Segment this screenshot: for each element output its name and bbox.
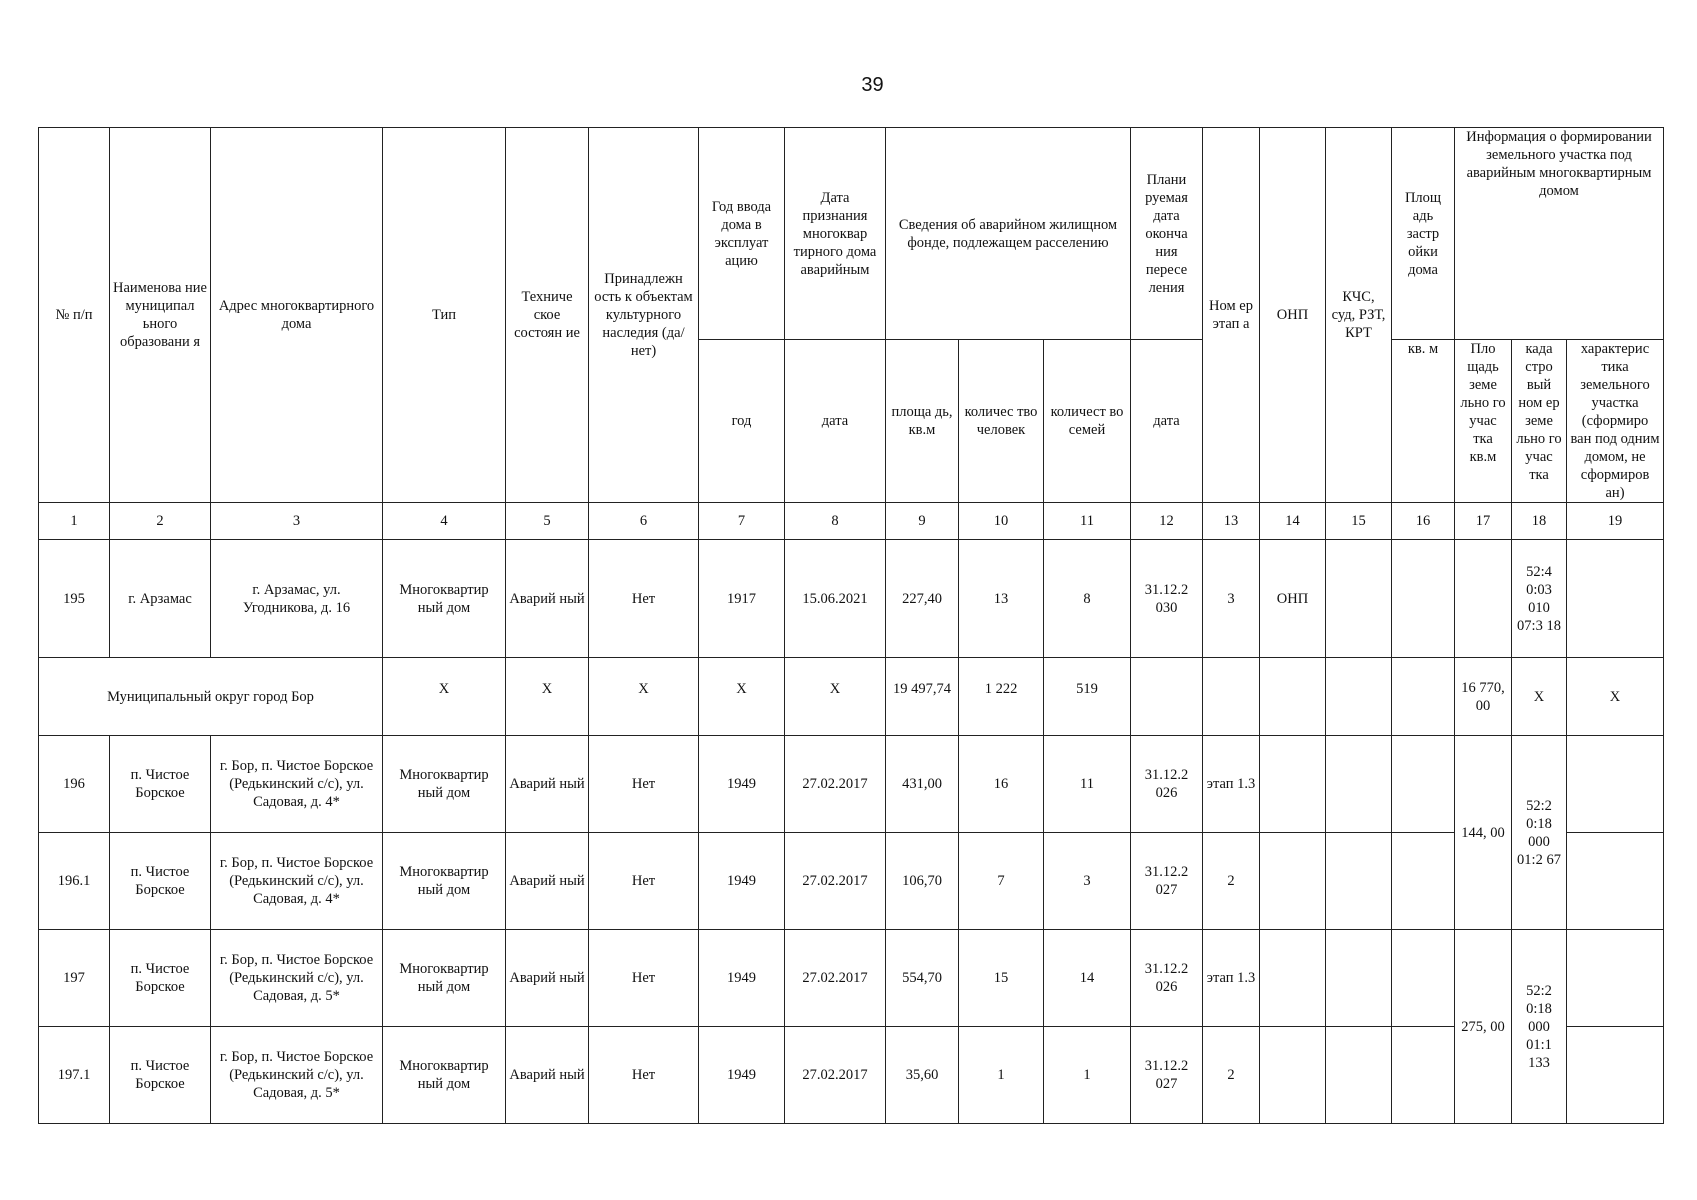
col-number: 2 bbox=[110, 503, 211, 540]
subheader-date: дата bbox=[785, 340, 886, 503]
row-kchs bbox=[1326, 540, 1392, 658]
row-families: 1 bbox=[1044, 1027, 1131, 1124]
row-municipality: п. Чистое Борское bbox=[110, 736, 211, 833]
row-onp: ОНП bbox=[1260, 540, 1326, 658]
row-state: Аварий ный bbox=[506, 540, 589, 658]
row-state: Аварий ный bbox=[506, 736, 589, 833]
col-number: 4 bbox=[383, 503, 506, 540]
header-municipality: Наименова ние муниципал ьного образовани я bbox=[110, 128, 211, 503]
row-stage: 3 bbox=[1203, 540, 1260, 658]
total-area: 19 497,74 bbox=[886, 658, 959, 736]
row-year: 1949 bbox=[699, 930, 785, 1027]
header-address: Адрес многоквартирного дома bbox=[211, 128, 383, 503]
col-number: 13 bbox=[1203, 503, 1260, 540]
subheader-families: количест во семей bbox=[1044, 340, 1131, 503]
table-row bbox=[39, 1027, 1664, 1124]
row-state: Аварий ный bbox=[506, 930, 589, 1027]
row-date: 27.02.2017 bbox=[785, 833, 886, 930]
row-onp bbox=[1260, 736, 1326, 833]
row-municipality: г. Арзамас bbox=[110, 540, 211, 658]
row-stage: этап 1.3 bbox=[1203, 736, 1260, 833]
subheader-plot-area bbox=[1455, 340, 1512, 503]
header-heritage: Принадлежн ость к объектам культурного наследия (да/нет) bbox=[589, 128, 699, 503]
row-onp bbox=[1260, 1027, 1326, 1124]
row-kchs bbox=[1326, 833, 1392, 930]
row-families: 3 bbox=[1044, 833, 1131, 930]
merged-cadastral: 52:2 0:18 000 01:2 67 bbox=[1512, 736, 1567, 930]
row-plot-char bbox=[1567, 736, 1664, 833]
row-area: 554,70 bbox=[886, 930, 959, 1027]
row-plot-char bbox=[1567, 930, 1664, 1027]
row-people: 15 bbox=[959, 930, 1044, 1027]
row-stage: этап 1.3 bbox=[1203, 930, 1260, 1027]
row-heritage: Нет bbox=[589, 540, 699, 658]
col-number: 8 bbox=[785, 503, 886, 540]
header-onp: ОНП bbox=[1260, 128, 1326, 503]
row-plot-char bbox=[1567, 833, 1664, 930]
row-num: 196 bbox=[39, 736, 110, 833]
header-stage: Ном ер этап а bbox=[1203, 128, 1260, 503]
col-number: 5 bbox=[506, 503, 589, 540]
row-heritage: Нет bbox=[589, 833, 699, 930]
row-date: 15.06.2021 bbox=[785, 540, 886, 658]
header-planned-date: Плани руемая дата оконча ния пересе ления bbox=[1131, 128, 1203, 340]
row-municipality: п. Чистое Борское bbox=[110, 1027, 211, 1124]
subheader-plot-area-unit: кв.м bbox=[1469, 449, 1497, 465]
row-families: 14 bbox=[1044, 930, 1131, 1027]
total-x: Х bbox=[383, 658, 506, 736]
row-type: Многоквартир ный дом bbox=[383, 833, 506, 930]
row-area: 227,40 bbox=[886, 540, 959, 658]
row-stage: 2 bbox=[1203, 833, 1260, 930]
row-state: Аварий ный bbox=[506, 833, 589, 930]
subheader-built-area-unit: кв. м bbox=[1392, 340, 1455, 503]
header-cadastral: када стро вый ном ер земе льно го учас тка bbox=[1512, 340, 1567, 503]
row-area: 431,00 bbox=[886, 736, 959, 833]
total-x: Х bbox=[785, 658, 886, 736]
row-municipality: п. Чистое Борское bbox=[110, 930, 211, 1027]
row-built-area bbox=[1392, 930, 1455, 1027]
row-plot-char bbox=[1567, 540, 1664, 658]
row-date: 27.02.2017 bbox=[785, 930, 886, 1027]
total-x: Х bbox=[506, 658, 589, 736]
header-row-1 bbox=[39, 128, 1664, 340]
total-x: Х bbox=[1567, 658, 1664, 736]
row-address: г. Бор, п. Чистое Борское (Редькинский с/с), ул. Садовая, д. 5* bbox=[211, 1027, 383, 1124]
col-number: 6 bbox=[589, 503, 699, 540]
merged-cadastral: 52:2 0:18 000 01:1 133 bbox=[1512, 930, 1567, 1124]
row-families: 11 bbox=[1044, 736, 1131, 833]
header-emergency-fund: Сведения об аварийном жилищном фонде, подлежащем расселению bbox=[886, 128, 1131, 340]
col-number: 14 bbox=[1260, 503, 1326, 540]
housing-register-table bbox=[38, 127, 1664, 1124]
row-address: г. Бор, п. Чистое Борское (Редькинский с/с), ул. Садовая, д. 4* bbox=[211, 833, 383, 930]
total-people: 1 222 bbox=[959, 658, 1044, 736]
col-number: 11 bbox=[1044, 503, 1131, 540]
total-empty bbox=[1203, 658, 1260, 736]
col-number: 9 bbox=[886, 503, 959, 540]
header-type: Тип bbox=[383, 128, 506, 503]
row-plot-area bbox=[1455, 540, 1512, 658]
row-year: 1949 bbox=[699, 1027, 785, 1124]
row-num: 196.1 bbox=[39, 833, 110, 930]
row-address: г. Бор, п. Чистое Борское (Редькинский с/с), ул. Садовая, д. 5* bbox=[211, 930, 383, 1027]
row-municipality: п. Чистое Борское bbox=[110, 833, 211, 930]
header-land-plot-info: Информация о формировании земельного участка под аварийным многоквартирным домом bbox=[1455, 128, 1664, 340]
row-num: 197 bbox=[39, 930, 110, 1027]
row-state: Аварий ный bbox=[506, 1027, 589, 1124]
header-built-area: Площ адь застр ойки дома bbox=[1392, 128, 1455, 340]
row-end-date: 31.12.2 026 bbox=[1131, 930, 1203, 1027]
row-onp bbox=[1260, 833, 1326, 930]
row-heritage: Нет bbox=[589, 1027, 699, 1124]
row-onp bbox=[1260, 930, 1326, 1027]
col-number: 10 bbox=[959, 503, 1044, 540]
row-people: 1 bbox=[959, 1027, 1044, 1124]
row-date: 27.02.2017 bbox=[785, 1027, 886, 1124]
merged-plot-area: 275, 00 bbox=[1455, 930, 1512, 1124]
row-people: 13 bbox=[959, 540, 1044, 658]
row-built-area bbox=[1392, 540, 1455, 658]
col-number: 12 bbox=[1131, 503, 1203, 540]
header-recognition-date: Дата признания многоквар тирного дома аварийным bbox=[785, 128, 886, 340]
row-built-area bbox=[1392, 736, 1455, 833]
row-kchs bbox=[1326, 1027, 1392, 1124]
row-end-date: 31.12.2 027 bbox=[1131, 833, 1203, 930]
row-plot-char bbox=[1567, 1027, 1664, 1124]
total-x: Х bbox=[589, 658, 699, 736]
row-people: 7 bbox=[959, 833, 1044, 930]
total-plot-area: 16 770, 00 bbox=[1455, 658, 1512, 736]
row-date: 27.02.2017 bbox=[785, 736, 886, 833]
column-numbers-row bbox=[39, 503, 1664, 540]
row-year: 1949 bbox=[699, 736, 785, 833]
col-number: 1 bbox=[39, 503, 110, 540]
row-heritage: Нет bbox=[589, 736, 699, 833]
row-stage: 2 bbox=[1203, 1027, 1260, 1124]
row-address: г. Арзамас, ул. Угодникова, д. 16 bbox=[211, 540, 383, 658]
table-row bbox=[39, 736, 1664, 833]
row-address: г. Бор, п. Чистое Борское (Редькинский с/с), ул. Садовая, д. 4* bbox=[211, 736, 383, 833]
merged-plot-area: 144, 00 bbox=[1455, 736, 1512, 930]
col-number: 15 bbox=[1326, 503, 1392, 540]
header-num: № п/п bbox=[39, 128, 110, 503]
col-number: 17 bbox=[1455, 503, 1512, 540]
row-type: Многоквартир ный дом bbox=[383, 930, 506, 1027]
row-year: 1917 bbox=[699, 540, 785, 658]
row-families: 8 bbox=[1044, 540, 1131, 658]
row-people: 16 bbox=[959, 736, 1044, 833]
row-cadastral: 52:4 0:03 010 07:3 18 bbox=[1512, 540, 1567, 658]
row-heritage: Нет bbox=[589, 930, 699, 1027]
row-end-date: 31.12.2 026 bbox=[1131, 736, 1203, 833]
total-x: Х bbox=[1512, 658, 1567, 736]
table-row bbox=[39, 930, 1664, 1027]
row-end-date: 31.12.2 027 bbox=[1131, 1027, 1203, 1124]
col-number: 18 bbox=[1512, 503, 1567, 540]
subheader-end-date: дата bbox=[1131, 340, 1203, 503]
subheader-year: год bbox=[699, 340, 785, 503]
total-x: Х bbox=[699, 658, 785, 736]
col-number: 16 bbox=[1392, 503, 1455, 540]
row-year: 1949 bbox=[699, 833, 785, 930]
row-type: Многоквартир ный дом bbox=[383, 736, 506, 833]
total-empty bbox=[1260, 658, 1326, 736]
total-row bbox=[39, 658, 1664, 736]
col-number: 3 bbox=[211, 503, 383, 540]
row-type: Многоквартир ный дом bbox=[383, 540, 506, 658]
row-kchs bbox=[1326, 930, 1392, 1027]
total-empty bbox=[1326, 658, 1392, 736]
total-empty bbox=[1131, 658, 1203, 736]
header-year: Год ввода дома в эксплуат ацию bbox=[699, 128, 785, 340]
row-num: 195 bbox=[39, 540, 110, 658]
table-row bbox=[39, 540, 1664, 658]
row-num: 197.1 bbox=[39, 1027, 110, 1124]
total-empty bbox=[1392, 658, 1455, 736]
header-plot-characteristic: характерис тика земельного участка (сформиро ван под одним домом, не сформиров ан) bbox=[1567, 340, 1664, 503]
subheader-area: площа дь, кв.м bbox=[886, 340, 959, 503]
table-row bbox=[39, 833, 1664, 930]
subheader-people: количес тво человек bbox=[959, 340, 1044, 503]
total-label: Муниципальный округ город Бор bbox=[39, 658, 383, 736]
page-number: 39 bbox=[861, 74, 884, 96]
row-end-date: 31.12.2 030 bbox=[1131, 540, 1203, 658]
row-built-area bbox=[1392, 833, 1455, 930]
row-area: 106,70 bbox=[886, 833, 959, 930]
row-kchs bbox=[1326, 736, 1392, 833]
row-area: 35,60 bbox=[886, 1027, 959, 1124]
row-built-area bbox=[1392, 1027, 1455, 1124]
total-families: 519 bbox=[1044, 658, 1131, 736]
col-number: 19 bbox=[1567, 503, 1664, 540]
col-number: 7 bbox=[699, 503, 785, 540]
row-type: Многоквартир ный дом bbox=[383, 1027, 506, 1124]
header-kchs: КЧС, суд, РЗТ, КРТ bbox=[1326, 128, 1392, 503]
header-plot-area: Пло щадь земе льно го учас тка bbox=[1460, 341, 1506, 447]
header-tech-state: Техниче ское состоян ие bbox=[506, 128, 589, 503]
